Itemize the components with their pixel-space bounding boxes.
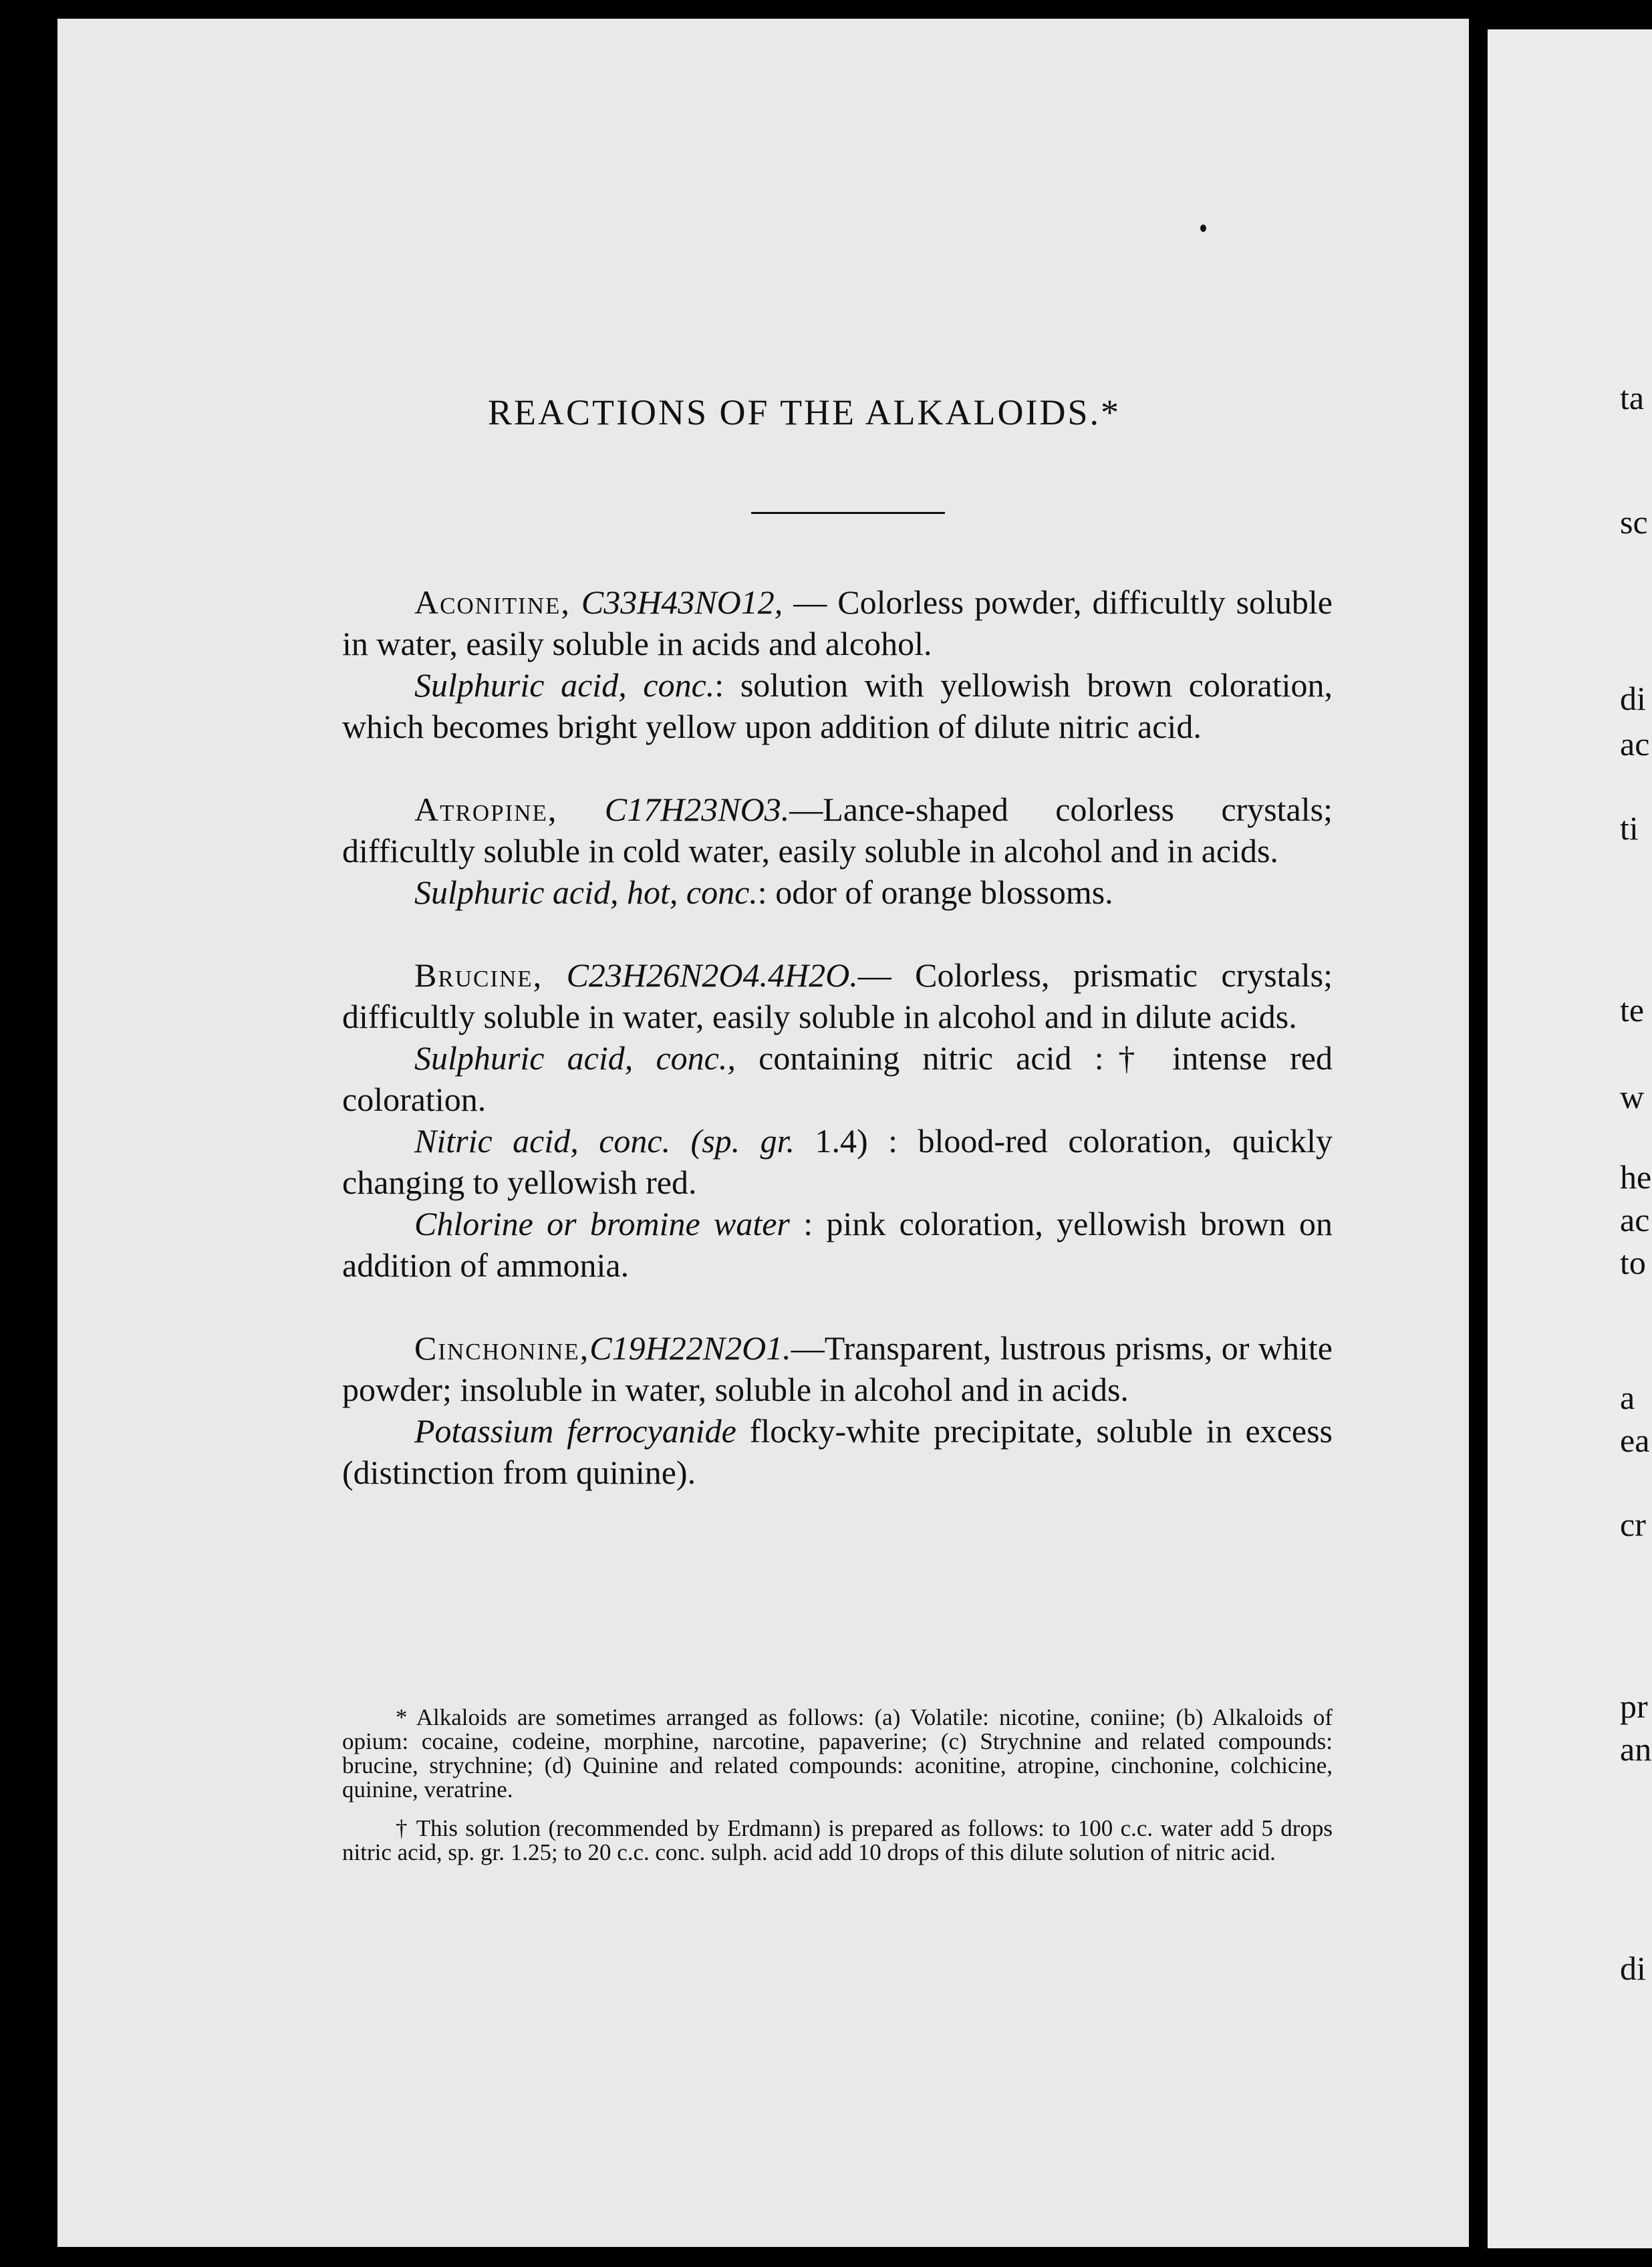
footnotes [342,1706,1333,1879]
reaction-text: : solution with yellowish brown coloration, which becomes bright yellow upon addition of dilute nitric acid. [342,666,1333,745]
reaction-text: flocky-white precipitate, soluble in excess (distinction from quinine). [342,1412,1333,1491]
alkaloid-name: Brucine, [414,956,543,994]
right-page-fragment: ac [1620,725,1650,763]
right-page-fragment: ea [1620,1422,1650,1459]
reaction [342,1410,1333,1493]
right-page-fragment: di [1620,1950,1646,1987]
right-page-fragment: ti [1620,809,1639,847]
right-page-fragment: w [1620,1078,1645,1115]
right-page-fragment: te [1620,991,1645,1029]
footnote-asterisk: * Alkaloids are sometimes arranged as follows: (a) Volatile: nicotine, coniine; (b) Alkaloids of opium: cocaine, codeine, morphine, narcotine, papaverine; (c) Strychnine and related compounds: brucine, strychnine; (d) Quinine and related compounds: aconitine, atropine, cinchonine, colchicine, quinine, veratrine. [342,1704,1333,1803]
reaction-text: : pink coloration, yellowish brown on addition of ammonia. [342,1205,1333,1284]
chemical-formula: C17H23NO3. [604,791,790,828]
reaction [342,1120,1333,1203]
reaction-text: containing nitric acid :† intense red coloration. [342,1039,1333,1118]
reagent: Nitric acid, conc. (sp. gr. [414,1122,795,1160]
entry-description: —Transparent, lustrous prisms, or white powder; insoluble in water, soluble in alcohol and in acids. [342,1329,1333,1408]
right-page-fragment: cr [1620,1506,1646,1543]
entry-atropine [342,789,1333,872]
right-page-fragment: pr [1620,1688,1648,1725]
reaction [342,1037,1333,1120]
chemical-formula: C19H22N2O1. [589,1329,791,1367]
footnote-dagger: † This solution (recommended by Erdmann) is prepared as follows: to 100 c.c. water add 5 drops nitric acid, sp. gr. 1.25; to 20 c.c. conc. sulph. acid add 10 drops of this dilute solution of nitric acid. [342,1815,1333,1865]
alkaloid-name: Aconitine, [414,583,571,621]
reagent: Sulphuric acid, conc. [414,666,715,704]
reagent: Sulphuric acid, conc., [414,1039,736,1077]
right-page-fragment: a [1620,1379,1635,1416]
right-page [1488,29,1652,2248]
reaction [342,872,1333,913]
title-rule [751,512,945,514]
right-page-fragment: to [1620,1244,1646,1281]
reaction [342,1203,1333,1286]
reagent: Potassium ferrocyanide [414,1412,736,1450]
ink-speck [1200,225,1206,232]
page-title: REACTIONS OF THE ALKALOIDS.* [488,392,1121,432]
entries-block [342,581,1333,1493]
reagent: Sulphuric acid, hot, conc. [414,874,758,911]
right-page-fragment: ta [1620,379,1645,416]
entry-description: —Lance-shaped colorless crystals; difficultly soluble in cold water, easily soluble in alcohol and in acids. [342,791,1333,870]
right-page-fragment: an [1620,1730,1652,1768]
chemical-formula: C33H43NO12, [581,583,783,621]
reaction-text: : odor of orange blossoms. [757,874,1113,911]
entry-cinchonine [342,1327,1333,1410]
entry-aconitine [342,581,1333,664]
alkaloid-name: Atropine, [414,791,558,828]
entry-description: — Colorless, prismatic crystals; difficultly soluble in water, easily soluble in alcohol and in dilute acids. [342,956,1333,1035]
reaction-text: 1.4) : blood-red coloration, quickly changing to yellowish red. [342,1122,1333,1201]
entry-description: — Colorless powder, difficultly soluble in water, easily soluble in acids and alcohol. [342,583,1333,662]
reagent: Chlorine or bromine water [414,1205,790,1242]
entry-brucine [342,954,1333,1037]
right-page-fragment: he [1620,1158,1652,1196]
reaction [342,664,1333,747]
right-page-fragment: sc [1620,503,1648,541]
right-page-fragment: ac [1620,1201,1650,1238]
right-page-fragment: di [1620,680,1646,717]
chemical-formula: C23H26N2O4.4H2O. [566,956,858,994]
alkaloid-name: Cinchonine, [414,1329,590,1367]
